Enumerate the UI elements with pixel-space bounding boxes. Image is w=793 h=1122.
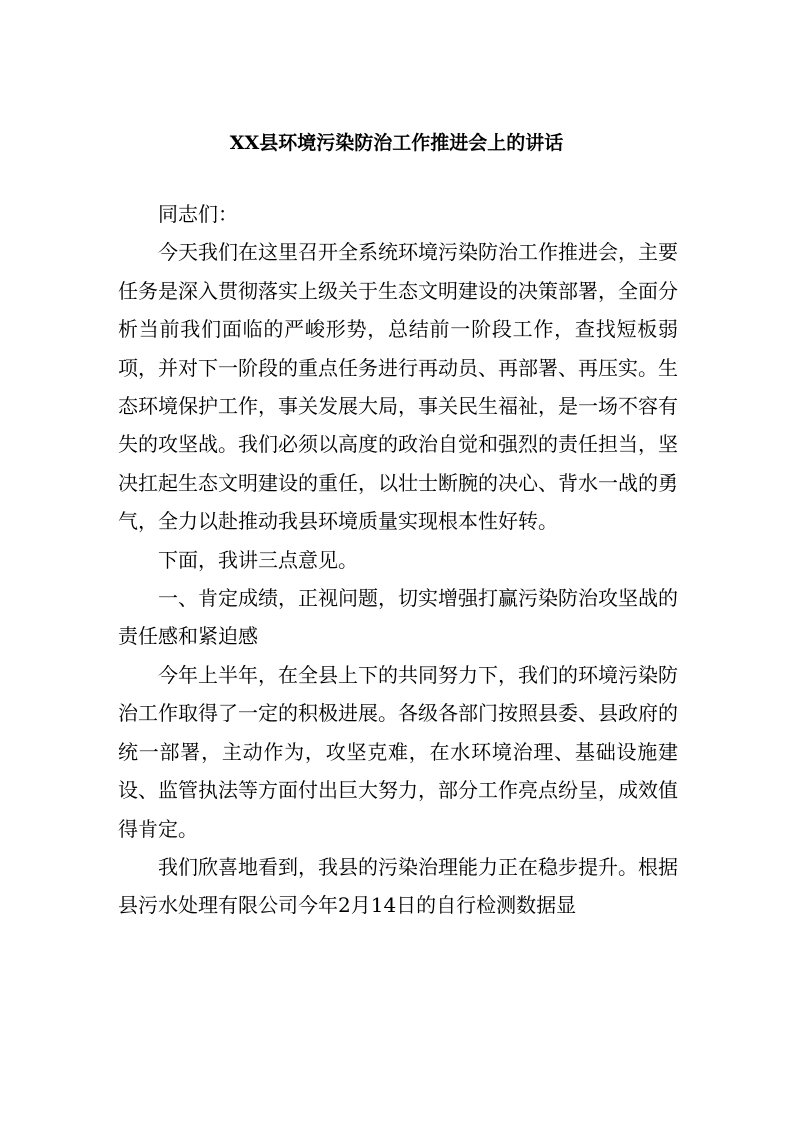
document-title: XX县环境污染防治工作推进会上的讲话	[229, 132, 564, 154]
paragraph-outline: 下面，我讲三点意见。	[158, 547, 358, 572]
paragraph-intro: 今天我们在这里召开全系统环境污染防治工作推进会，主要任务是深入贯彻落实上级关于生态文明建设的决策部署，全面分析当前我们面临的严峻形势，总结前一阶段工作，查找短板弱项，并对下一阶段的重点任务进行再动员、再部署、再压实。生态环境保护工作，事关发展大局，事关民生福祉，是一场不容有失的攻坚战。我们必须以高度的政治自觉和强烈的责任担当，坚决扛起生态文明建设的重任，以壮士断腕的决心、背水一战的勇气，全力以赴推动我县环境质量实现根本性好转。	[118, 240, 678, 534]
paragraph-progress: 今年上半年，在全县上下的共同努力下，我们的环境污染防治工作取得了一定的积极进展。各级各部门按照县委、县政府的统一部署，主动作为，攻坚克难，在水环境治理、基础设施建设、监管执法等方面付出巨大努力，部分工作亮点纷呈，成效值得肯定。	[118, 662, 678, 841]
salutation: 同志们：	[158, 202, 238, 226]
paragraph-capacity: 我们欣喜地看到，我县的污染治理能力正在稳步提升。根据县污水处理有限公司今年2月14日的自行检测数据显	[118, 854, 678, 918]
document-body	[118, 195, 678, 925]
section-heading-1: 一、肯定成绩，正视问题，切实增强打赢污染防治攻坚战的责任感和紧迫感	[118, 586, 678, 649]
